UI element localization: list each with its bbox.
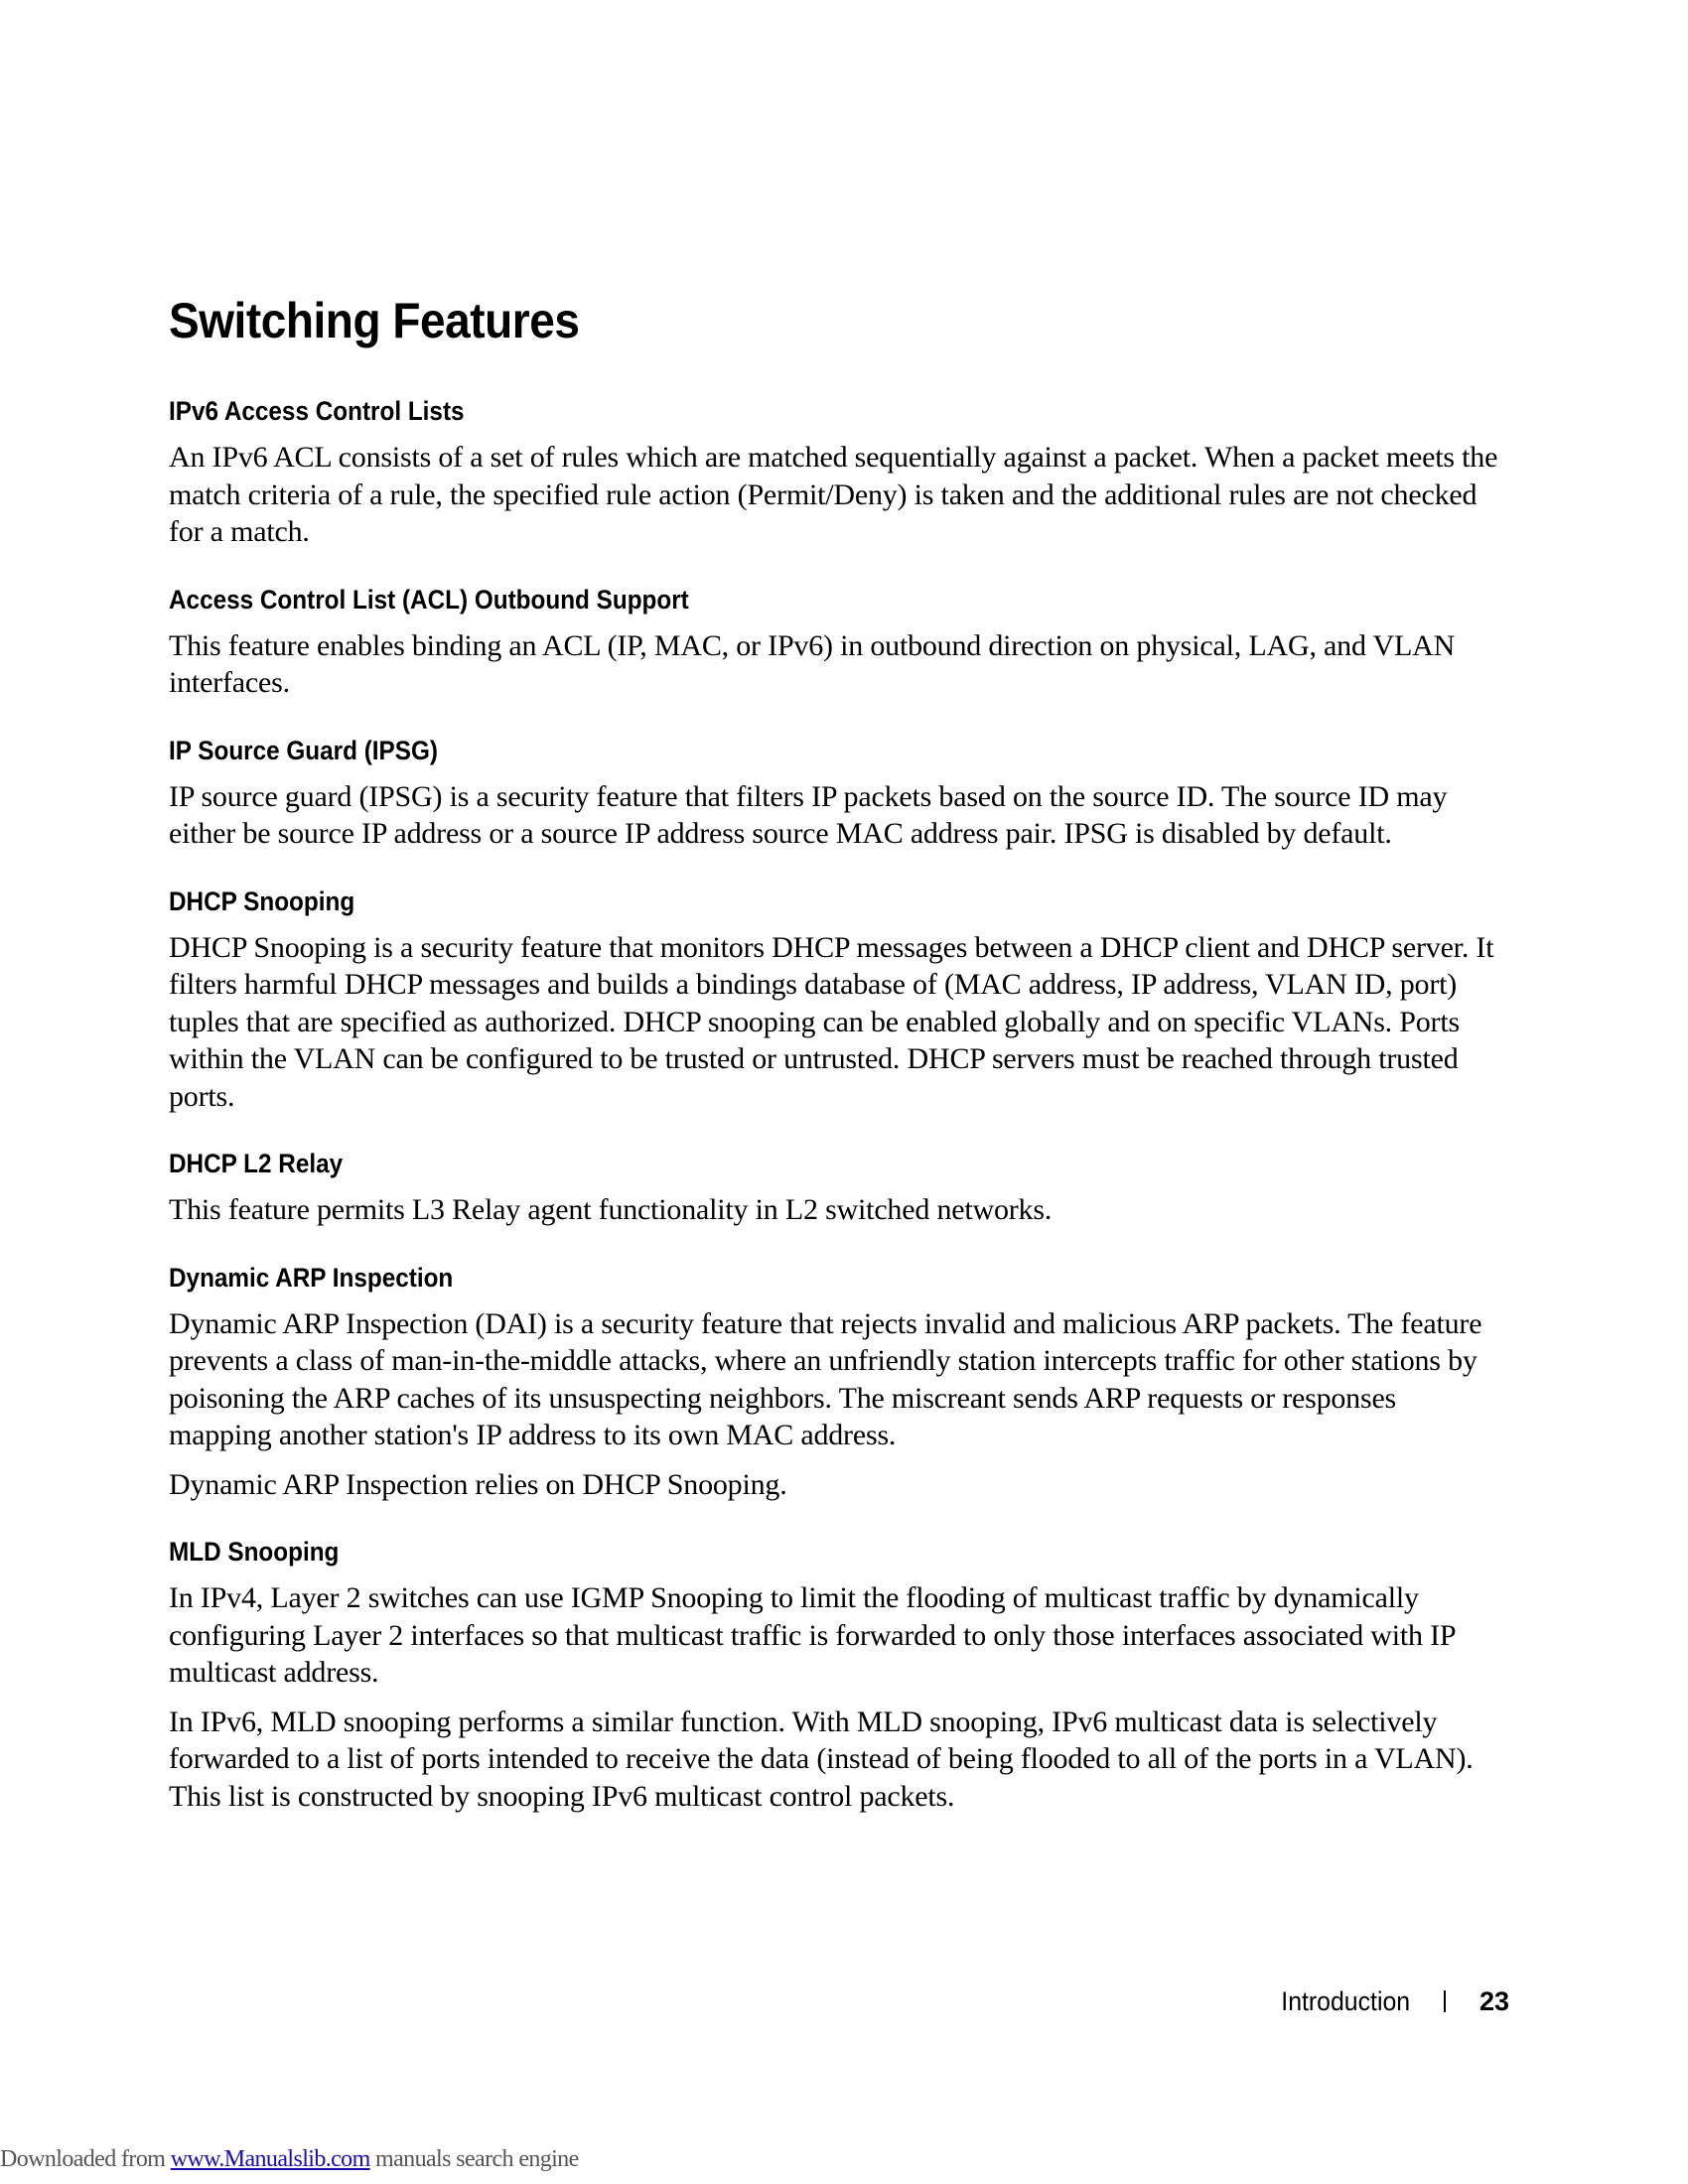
section-paragraph: An IPv6 ACL consists of a set of rules which are matched sequentially against a packet. When a packet meets the match criteria of a rule, the specified rule action (Permit/Deny) is taken and the additional rules are not checked for a match. bbox=[169, 441, 1498, 548]
page-title: Switching Features bbox=[169, 293, 580, 348]
section-heading: Dynamic ARP Inspection bbox=[169, 1262, 454, 1293]
section-acl-outbound bbox=[169, 581, 1504, 702]
manualslib-link[interactable]: www.Manualslib.com bbox=[170, 2146, 370, 2172]
section-paragraph: Dynamic ARP Inspection relies on DHCP Snooping. bbox=[169, 1467, 787, 1501]
section-heading: MLD Snooping bbox=[169, 1537, 340, 1567]
section-paragraph: In IPv4, Layer 2 switches can use IGMP Snooping to limit the flooding of multicast traffic by dynamically configuring Layer 2 interfaces so that multicast traffic is forwarded to only those interfaces associated with IP multicast address. bbox=[169, 1581, 1456, 1689]
section-paragraph: This feature permits L3 Relay agent functionality in L2 switched networks. bbox=[169, 1193, 1053, 1226]
section-paragraph: IP source guard (IPSG) is a security feature that filters IP packets based on the source ID. The source ID may either be source IP address or a source IP address source MAC address pair. IPSG is disabled by default. bbox=[169, 779, 1448, 850]
section-paragraph: This feature enables binding an ACL (IP, MAC, or IPv6) in outbound direction on physical, LAG, and VLAN interfaces. bbox=[169, 628, 1456, 699]
download-notice-prefix: Downloaded from bbox=[0, 2146, 171, 2172]
footer-section-name: Introduction bbox=[1281, 1986, 1411, 2016]
page-number: 23 bbox=[1478, 1986, 1509, 2016]
page-footer bbox=[1270, 1983, 1509, 2019]
section-heading: IPv6 Access Control Lists bbox=[169, 396, 465, 426]
section-ipv6-acl bbox=[169, 392, 1504, 551]
section-dhcp-l2-relay bbox=[169, 1145, 1504, 1229]
section-heading: DHCP Snooping bbox=[169, 886, 355, 916]
section-heading: DHCP L2 Relay bbox=[169, 1149, 344, 1178]
section-dhcp-snooping bbox=[169, 883, 1504, 1116]
section-ip-source-guard bbox=[169, 732, 1504, 853]
download-notice bbox=[0, 2144, 579, 2174]
section-paragraph: Dynamic ARP Inspection (DAI) is a security feature that rejects invalid and malicious ARP packets. The feature prevents a class of man-in-the-middle attacks, where an unfriendly station intercepts traffic for other stations by poisoning the ARP caches of its unsuspecting neighbors. The miscreant sends ARP requests or responses mapping another station's IP address to its own MAC address. bbox=[169, 1306, 1482, 1451]
section-heading: Access Control List (ACL) Outbound Support bbox=[169, 584, 689, 614]
footer-separator bbox=[1444, 1990, 1446, 2012]
download-notice-suffix: manuals search engine bbox=[369, 2146, 579, 2172]
page-content bbox=[169, 392, 1504, 1844]
section-dynamic-arp-inspection bbox=[169, 1259, 1504, 1504]
section-mld-snooping bbox=[169, 1533, 1504, 1815]
section-paragraph: In IPv6, MLD snooping performs a similar function. With MLD snooping, IPv6 multicast data is selectively forwarded to a list of ports intended to receive the data (instead of being flooded to all of the ports in a VLAN). This list is constructed by snooping IPv6 multicast control packets. bbox=[169, 1705, 1474, 1813]
section-paragraph: DHCP Snooping is a security feature that monitors DHCP messages between a DHCP client and DHCP server. It filters harmful DHCP messages and builds a bindings database of (MAC address, IP address, VLAN ID, port) tuples that are specified as authorized. DHCP snooping can be enabled globally and on specific VLANs. Ports within the VLAN can be configured to be trusted or untrusted. DHCP servers must be reached through trusted ports. bbox=[169, 930, 1494, 1113]
section-heading: IP Source Guard (IPSG) bbox=[169, 735, 438, 765]
